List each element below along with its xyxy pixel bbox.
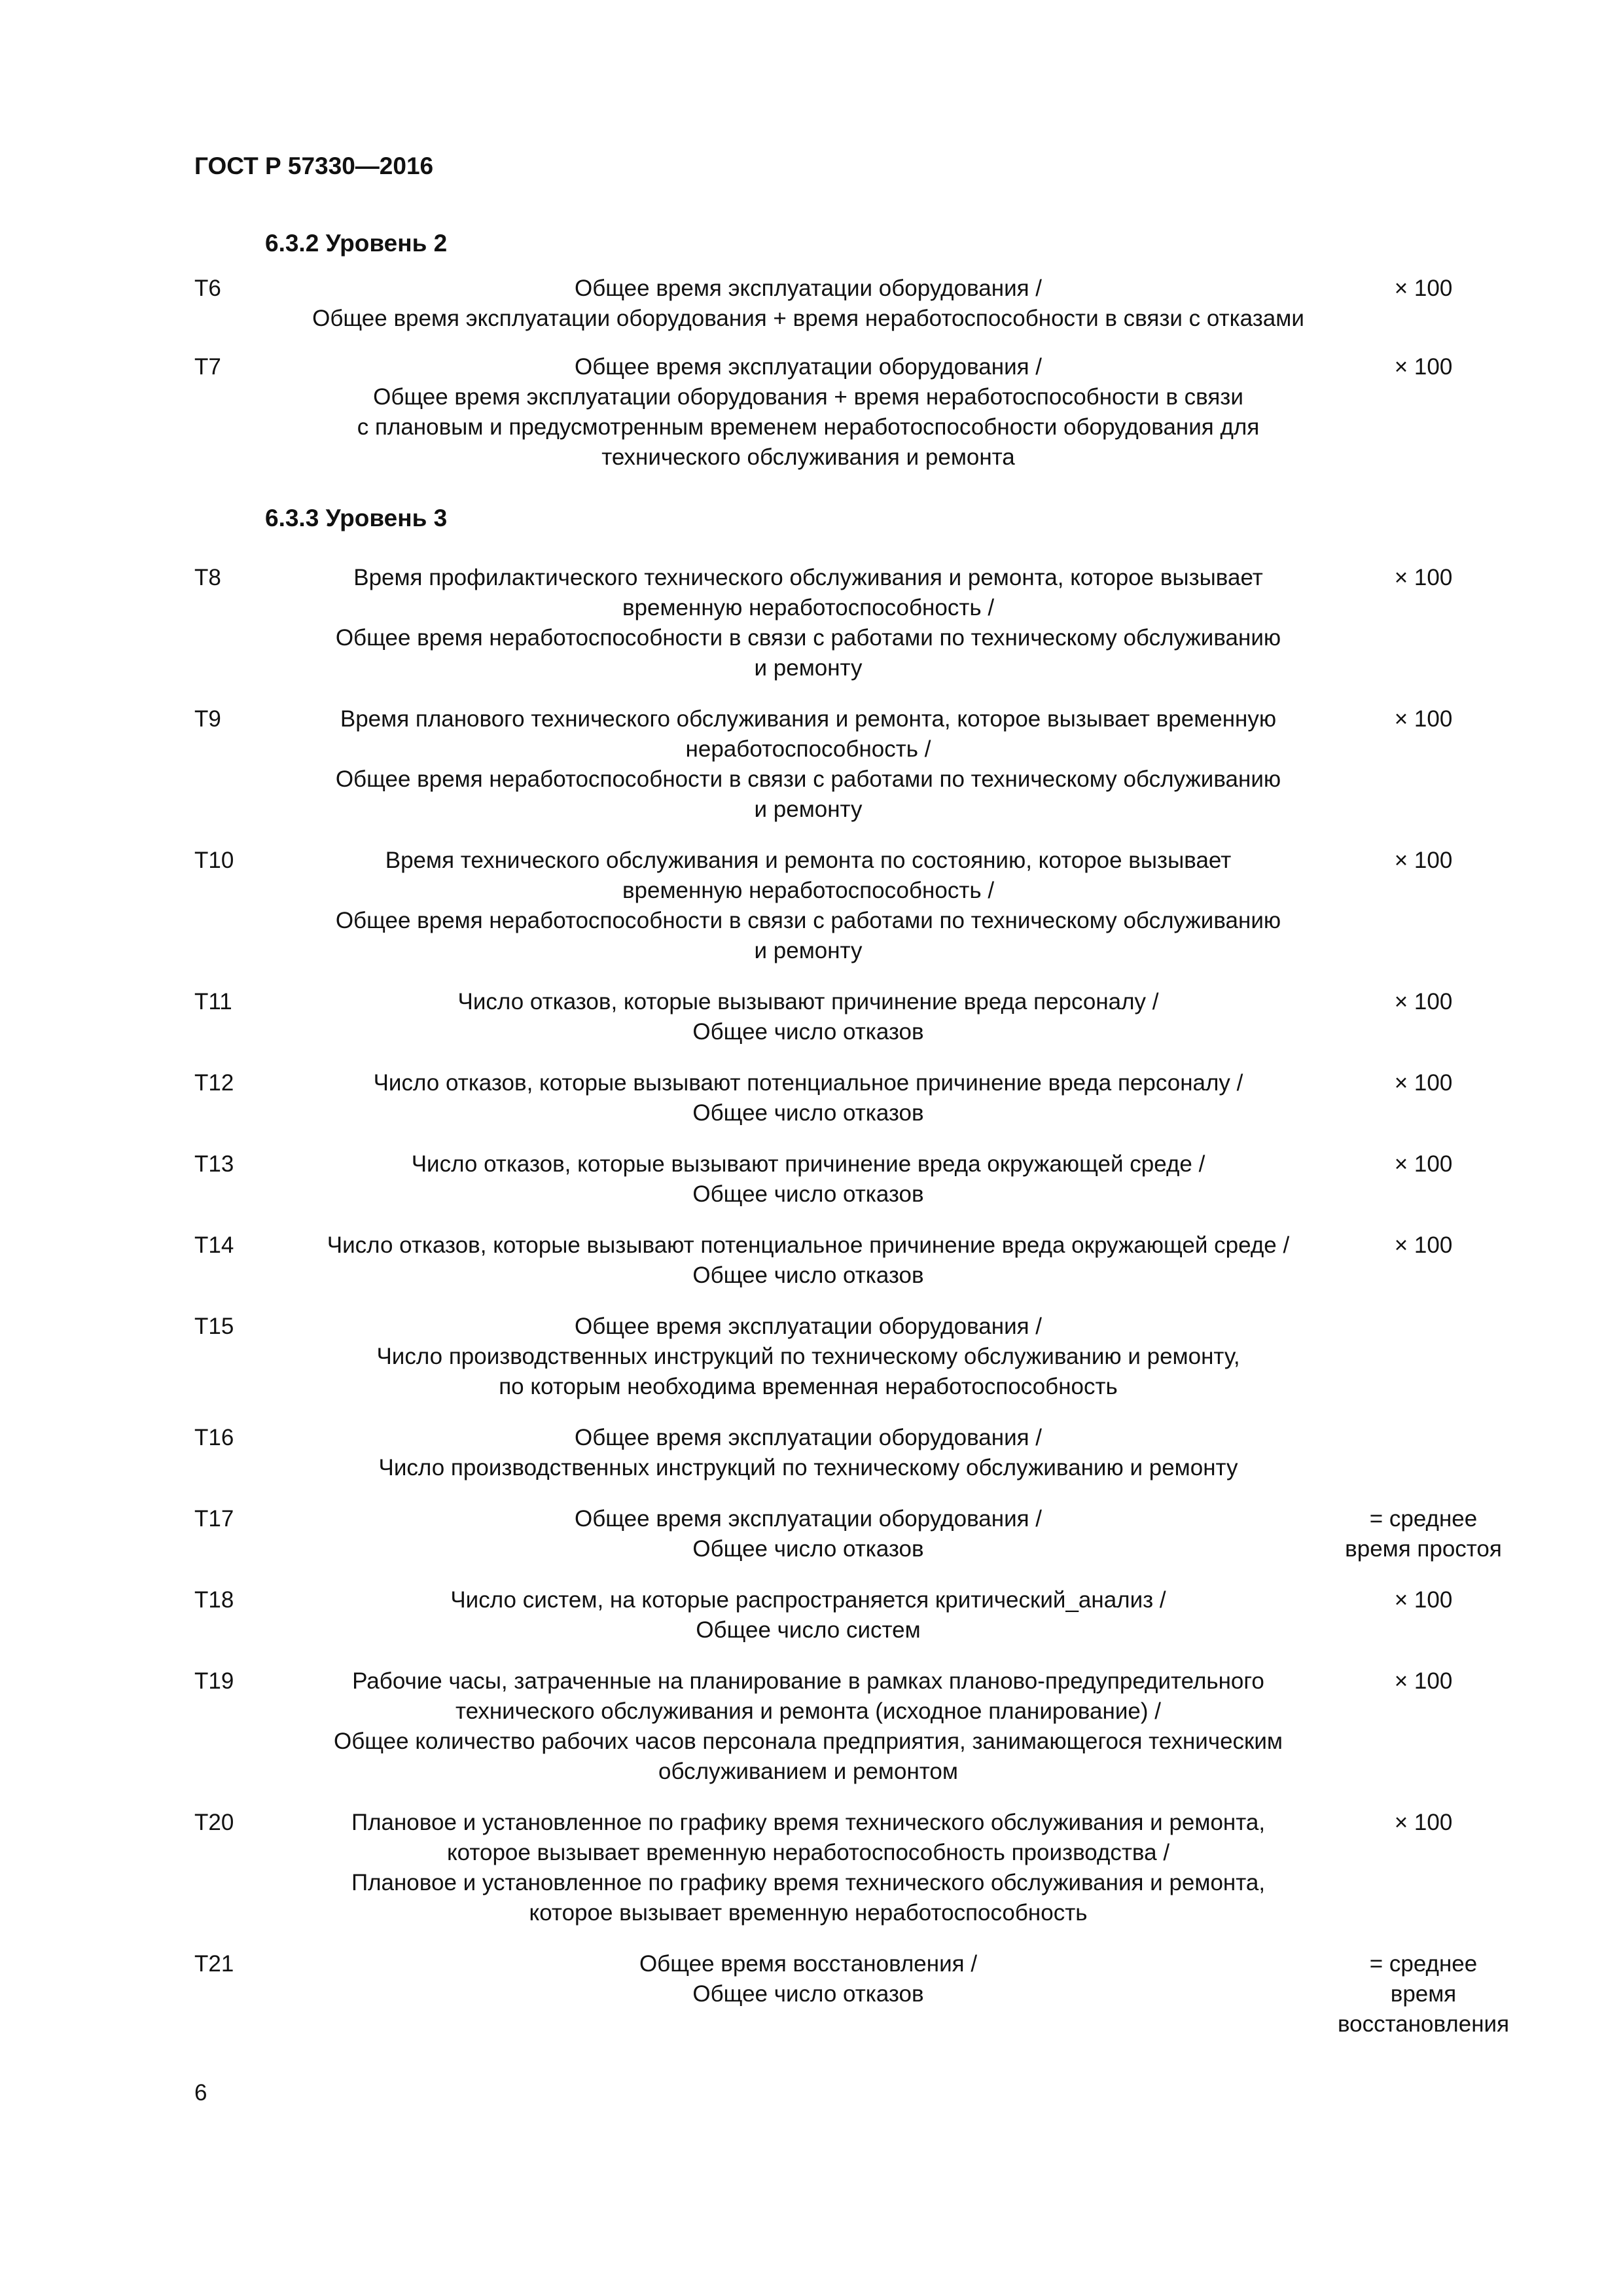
formula-line: Общее число отказов [692, 1181, 924, 1207]
formula-line: Общее число отказов [692, 1263, 924, 1288]
formula-line: Общее число систем [696, 1617, 921, 1643]
indicator-code: T7 [194, 354, 221, 380]
indicator-formula [281, 1423, 1335, 1483]
indicator-multiplier [1325, 1808, 1522, 1838]
formula-line: временную неработоспособность / [622, 595, 995, 620]
formula-line: которое вызывает временную неработоспособность [529, 1900, 1088, 1926]
indicator-multiplier [1325, 846, 1522, 876]
formula-line: технического обслуживания и ремонта [601, 444, 1015, 470]
indicator-multiplier [1325, 1504, 1522, 1564]
multiplier-line: восстановления [1337, 2011, 1510, 2037]
document-title: ГОСТ Р 57330—2016 [194, 152, 434, 179]
formula-line: Общее время восстановления / [639, 1951, 978, 1977]
indicator-formula [281, 352, 1335, 473]
indicator-multiplier [1325, 987, 1522, 1017]
multiplier-line: × 100 [1394, 1668, 1453, 1694]
multiplier-line: × 100 [1394, 276, 1453, 301]
formula-line: и ремонту [754, 797, 863, 822]
indicator-multiplier [1325, 1230, 1522, 1261]
indicator-formula [281, 1149, 1335, 1210]
indicator-formula [281, 1312, 1335, 1402]
indicator-code: T20 [194, 1810, 234, 1835]
formula-line: Общее время неработоспособности в связи с работами по техническому обслуживанию [335, 625, 1281, 651]
multiplier-line: × 100 [1394, 1151, 1453, 1177]
formula-line: Число производственных инструкций по техническому обслуживанию и ремонту [378, 1455, 1238, 1480]
multiplier-line: × 100 [1394, 848, 1453, 873]
indicator-formula [281, 1504, 1335, 1564]
formula-line: которое вызывает временную неработоспособность производства / [446, 1840, 1170, 1865]
indicator-code: T15 [194, 1314, 234, 1339]
formula-line: Плановое и установленное по графику время технического обслуживания и ремонта, [351, 1870, 1266, 1895]
indicator-formula [281, 1230, 1335, 1291]
indicator-code: T16 [194, 1425, 234, 1450]
indicator-code: T21 [194, 1951, 234, 1977]
indicator-formula [281, 846, 1335, 966]
section-heading-level-3: 6.3.3 Уровень 3 [265, 505, 448, 531]
formula-line: Общее время неработоспособности в связи с работами по техническому обслуживанию [335, 766, 1281, 792]
formula-line: Число отказов, которые вызывают причинение вреда персоналу / [457, 989, 1159, 1014]
indicator-formula [281, 1068, 1335, 1128]
indicator-code: T14 [194, 1232, 234, 1258]
multiplier-line: × 100 [1394, 1070, 1453, 1096]
indicator-formula [281, 1666, 1335, 1787]
indicator-multiplier [1325, 1585, 1522, 1615]
indicator-formula [281, 704, 1335, 825]
formula-line: технического обслуживания и ремонта (исходное планирование) / [455, 1698, 1161, 1724]
formula-line: Общее число отказов [692, 1100, 924, 1126]
formula-line: Число отказов, которые вызывают потенциальное причинение вреда персоналу / [373, 1070, 1243, 1096]
indicator-formula [281, 1808, 1335, 1928]
multiplier-line: × 100 [1394, 1232, 1453, 1258]
multiplier-line: × 100 [1394, 565, 1453, 590]
indicator-formula [281, 1949, 1335, 2009]
page-number: 6 [194, 2080, 207, 2106]
formula-line: Плановое и установленное по графику время технического обслуживания и ремонта, [351, 1810, 1266, 1835]
formula-line: неработоспособность / [685, 736, 931, 762]
section-heading-level-2: 6.3.2 Уровень 2 [265, 230, 448, 257]
indicator-multiplier [1325, 1068, 1522, 1098]
indicator-multiplier [1325, 1666, 1522, 1696]
multiplier-line: = среднее [1369, 1506, 1478, 1532]
formula-line: Число систем, на которые распространяется критический_анализ / [450, 1587, 1166, 1613]
formula-line: и ремонту [754, 938, 863, 963]
formula-line: Число отказов, которые вызывают причинение вреда окружающей среде / [411, 1151, 1205, 1177]
indicator-code: T13 [194, 1151, 234, 1177]
indicator-formula [281, 274, 1335, 334]
formula-line: Общее время эксплуатации оборудования + время неработоспособности в связи [373, 384, 1243, 410]
formula-line: Общее время эксплуатации оборудования / [574, 1425, 1043, 1450]
formula-line: Общее число отказов [692, 1536, 924, 1562]
indicator-formula [281, 563, 1335, 683]
formula-line: Общее число отказов [692, 1019, 924, 1045]
multiplier-line: = среднее [1369, 1951, 1478, 1977]
formula-line: Рабочие часы, затраченные на планирование в рамках планово-предупредительного [352, 1668, 1264, 1694]
formula-line: Число отказов, которые вызывают потенциальное причинение вреда окружающей среде / [327, 1232, 1290, 1258]
formula-line: Время технического обслуживания и ремонта по состоянию, которое вызывает [385, 848, 1232, 873]
indicator-code: T9 [194, 706, 221, 732]
indicator-code: T10 [194, 848, 234, 873]
multiplier-line: время простоя [1345, 1536, 1502, 1562]
indicator-code: T6 [194, 276, 221, 301]
formula-line: Общее время эксплуатации оборудования / [574, 1314, 1043, 1339]
indicator-code: T8 [194, 565, 221, 590]
formula-line: Общее число отказов [692, 1981, 924, 2007]
formula-line: с плановым и предусмотренным временем неработоспособности оборудования для [357, 414, 1260, 440]
indicator-code: T12 [194, 1070, 234, 1096]
multiplier-line: × 100 [1394, 1810, 1453, 1835]
multiplier-line: × 100 [1394, 706, 1453, 732]
multiplier-line: × 100 [1394, 354, 1453, 380]
indicator-code: T11 [194, 989, 232, 1014]
indicator-multiplier [1325, 352, 1522, 382]
formula-line: Общее количество рабочих часов персонала предприятия, занимающегося техническим [334, 1729, 1283, 1754]
formula-line: Общее время эксплуатации оборудования / [574, 276, 1043, 301]
formula-line: Число производственных инструкций по техническому обслуживанию и ремонту, [376, 1344, 1240, 1369]
formula-line: Время профилактического технического обслуживания и ремонта, которое вызывает [353, 565, 1263, 590]
indicator-multiplier [1325, 563, 1522, 593]
indicator-multiplier [1325, 704, 1522, 734]
multiplier-line: время [1390, 1981, 1457, 2007]
formula-line: Время планового технического обслуживания и ремонта, которое вызывает временную [340, 706, 1277, 732]
formula-line: временную неработоспособность / [622, 878, 995, 903]
formula-line: обслуживанием и ремонтом [658, 1759, 958, 1784]
indicator-multiplier [1325, 274, 1522, 304]
indicator-formula [281, 1585, 1335, 1645]
formula-line: Общее время эксплуатации оборудования / [574, 1506, 1043, 1532]
formula-line: Общее время эксплуатации оборудования / [574, 354, 1043, 380]
formula-line: по которым необходима временная неработоспособность [499, 1374, 1118, 1399]
formula-line: и ремонту [754, 655, 863, 681]
multiplier-line: × 100 [1394, 989, 1453, 1014]
indicator-multiplier [1325, 1949, 1522, 2039]
multiplier-line: × 100 [1394, 1587, 1453, 1613]
indicator-code: T18 [194, 1587, 234, 1613]
indicator-multiplier [1325, 1149, 1522, 1179]
formula-line: Общее время неработоспособности в связи с работами по техническому обслуживанию [335, 908, 1281, 933]
indicator-formula [281, 987, 1335, 1047]
indicator-code: T17 [194, 1506, 234, 1532]
formula-line: Общее время эксплуатации оборудования + время неработоспособности в связи с отказами [312, 306, 1304, 331]
indicator-code: T19 [194, 1668, 234, 1694]
